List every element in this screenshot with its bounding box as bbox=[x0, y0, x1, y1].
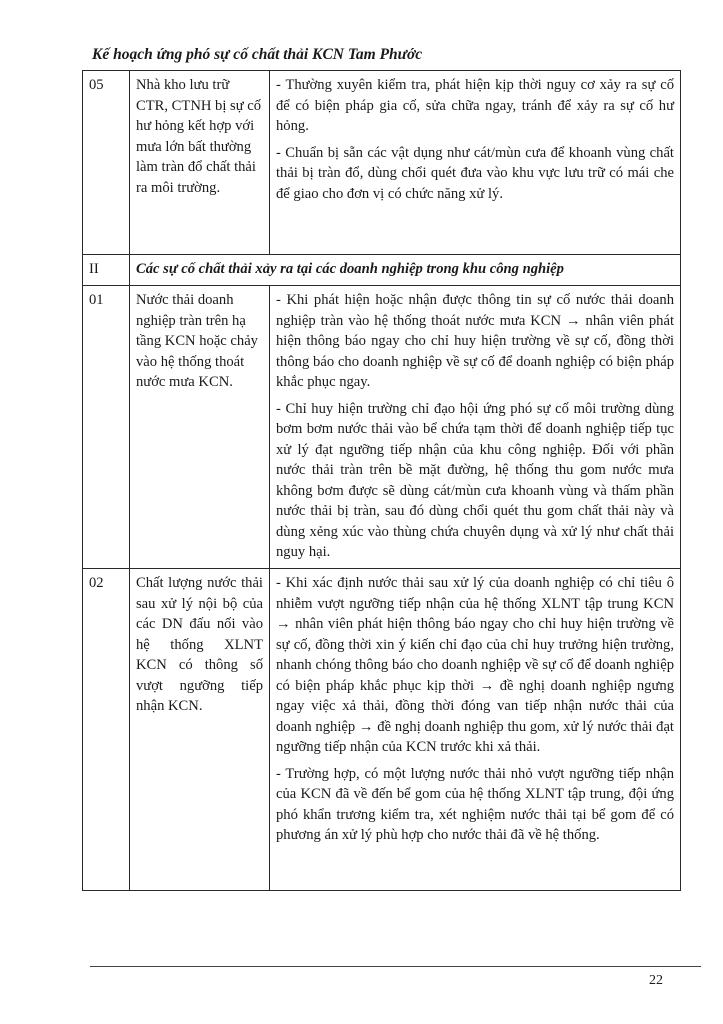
page-number: 22 bbox=[649, 973, 663, 988]
section-number: II bbox=[83, 255, 130, 286]
action-paragraph: - Chuẩn bị sẵn các vật dụng như cát/mùn cưa để khoanh vùng chất thải bị tràn đổ, dùng chổi quét đưa vào khu vực lưu trữ có mái che để giao cho đơn vị có chức năng xử lý. bbox=[276, 144, 674, 202]
response-actions bbox=[270, 71, 681, 255]
section-row-II bbox=[83, 255, 681, 286]
table-row-05 bbox=[83, 71, 681, 255]
footer-divider bbox=[90, 966, 701, 967]
row-number: 02 bbox=[83, 569, 130, 891]
action-paragraph: - Chỉ huy hiện trường chỉ đạo hội ứng phó sự cố môi trường dùng bơm bơm nước thải vào bể chứa tạm thời để doanh nghiệp tiếp tục xử lý đạt ngưỡng tiếp nhận của khu công nghiệp. Đối với phần nước thải tràn trên bề mặt đường, hệ thống thu gom nước mưa không bơm được sẽ dùng cát/mùn cưa khoanh vùng và thấm phần nước thải bị tràn, sau đó dùng chổi quét thu gom chất thải này và dùng xẻng xúc vào thùng chứa chuyên dụng và xử lý như chất thải nguy hại. bbox=[276, 400, 674, 560]
section-title: Các sự cố chất thải xảy ra tại các doanh nghiệp trong khu công nghiệp bbox=[130, 255, 681, 286]
table-row-02 bbox=[83, 569, 681, 891]
incident-description: Nước thải doanh nghiệp tràn trên hạ tầng KCN hoặc chảy vào hệ thống thoát nước mưa KCN. bbox=[130, 286, 270, 569]
action-paragraph: - Khi xác định nước thải sau xử lý của doanh nghiệp có chỉ tiêu ô nhiễm vượt ngưỡng tiếp nhận của hệ thống XLNT tập trung KCN → nhân viên phát hiện thông báo ngay cho chỉ huy hiện trường về sự cố, đồng thời xin ý kiến chỉ đạo của chỉ huy trưởng hiện trường, nhanh chóng thông báo cho doanh nghiệp về sự cố để doanh nghiệp có biện pháp khắc phục kịp thời → đề nghị doanh nghiệp ngưng ngay việc xả thải, đồng thời đóng van tiếp nhận nước thải của doanh nghiệp → đề nghị doanh nghiệp thu gom, xử lý nước thải đạt ngưỡng tiếp nhận của KCN trước khi xả thải. bbox=[276, 575, 674, 755]
row-number: 01 bbox=[83, 286, 130, 569]
response-actions bbox=[270, 569, 681, 891]
incident-response-table bbox=[82, 70, 681, 891]
incident-description: Chất lượng nước thải sau xử lý nội bộ của các DN đấu nối vào hệ thống XLNT KCN có thông số vượt ngưỡng tiếp nhận KCN. bbox=[130, 569, 270, 891]
action-paragraph: - Thường xuyên kiểm tra, phát hiện kịp thời nguy cơ xảy ra sự cố để có biện pháp gia cố, sửa chữa ngay, tránh để xảy ra sự cố hư hỏng. bbox=[276, 77, 674, 134]
page-header-title: Kế hoạch ứng phó sự cố chất thải KCN Tam Phước bbox=[92, 46, 423, 63]
incident-description: Nhà kho lưu trữ CTR, CTNH bị sự cố hư hỏng kết hợp với mưa lớn bất thường làm tràn đổ chất thải ra môi trường. bbox=[130, 71, 270, 255]
action-paragraph: - Khi phát hiện hoặc nhận được thông tin sự cố nước thải doanh nghiệp tràn vào hệ thống thoát nước mưa KCN → nhân viên phát hiện thông báo ngay cho chỉ huy hiện trường về sự cố, đồng thời thông báo cho doanh nghiệp về sự cố để doanh nghiệp có biện pháp khắc phục ngay. bbox=[276, 292, 674, 390]
row-number: 05 bbox=[83, 71, 130, 255]
table-row-01 bbox=[83, 286, 681, 569]
action-paragraph: - Trường hợp, có một lượng nước thải nhỏ vượt ngưỡng tiếp nhận của KCN đã về đến bể gom của hệ thống XLNT tập trung, đội ứng phó khẩn trương kiểm tra, xét nghiệm nước thải tại bể gom để có phương án xử lý phù hợp cho nước thải đã về hệ thống. bbox=[276, 765, 674, 843]
response-actions bbox=[270, 286, 681, 569]
